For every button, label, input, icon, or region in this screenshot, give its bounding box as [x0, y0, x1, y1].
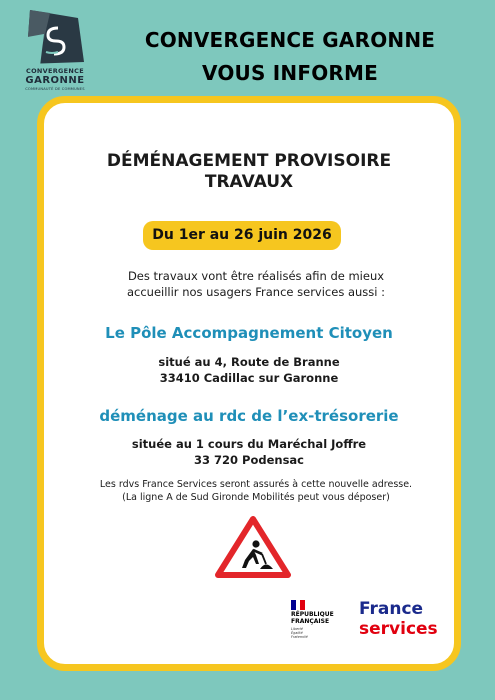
- header-title: [95, 24, 485, 90]
- logo-line3: COMMUNAUTÉ DE COMMUNES: [25, 86, 85, 91]
- convergence-garonne-logo-icon: [20, 8, 86, 66]
- republique-francaise-logo: [291, 600, 351, 648]
- note-line1: Les rdvs France Services seront assurés à cette nouvelle adresse.: [99, 479, 413, 490]
- intro-text: [64, 268, 448, 300]
- convergence-garonne-logo: [12, 8, 98, 96]
- card-title-line1: DÉMÉNAGEMENT PROVISOIRE: [106, 151, 392, 171]
- rf-motto2: Égalité: [291, 631, 303, 635]
- rf-motto1: Liberté: [291, 627, 303, 631]
- road-works-warning-icon: [215, 516, 291, 578]
- current-address-line1: situé au 4, Route de Branne: [158, 355, 340, 369]
- rf-line2: FRANÇAISE: [291, 617, 330, 625]
- new-address-line2: 33 720 Podensac: [194, 453, 304, 467]
- intro-line2: accueillir nos usagers France services aussi :: [126, 285, 386, 299]
- rf-line1: RÉPUBLIQUE: [291, 611, 334, 618]
- new-address-line1: située au 1 cours du Maréchal Joffre: [131, 437, 367, 451]
- service-heading: Le Pôle Accompagnement Citoyen: [105, 324, 393, 342]
- logo-wordmark: [12, 68, 98, 91]
- move-heading: déménage au rdc de l’ex-trésorerie: [99, 407, 399, 425]
- info-card: [37, 96, 461, 671]
- fs-word1: France: [359, 599, 424, 619]
- card-title-line2: TRAVAUX: [204, 172, 294, 192]
- logo-line1: CONVERGENCE: [26, 67, 84, 75]
- rf-motto: [291, 627, 308, 639]
- date-badge: Du 1er au 26 juin 2026: [143, 221, 341, 250]
- current-address-line2: 33410 Cadillac sur Garonne: [159, 371, 339, 385]
- rf-motto3: Fraternité: [291, 635, 308, 639]
- header-line1: CONVERGENCE GARONNE: [144, 28, 436, 52]
- header-line2: VOUS INFORME: [202, 61, 378, 85]
- france-services-logo: [359, 599, 449, 639]
- rf-name: [291, 612, 334, 625]
- note-line2: (La ligne A de Sud Gironde Mobilités peut vous déposer): [122, 492, 390, 503]
- fs-word2: services: [359, 619, 438, 639]
- appointment-note: [54, 478, 458, 504]
- marianne-flag-icon: [291, 600, 305, 610]
- intro-line1: Des travaux vont être réalisés afin de mieux: [127, 269, 385, 283]
- current-address: [44, 354, 454, 386]
- new-address: [44, 436, 454, 468]
- logo-line2: GARONNE: [25, 74, 85, 86]
- card-title: [44, 151, 454, 193]
